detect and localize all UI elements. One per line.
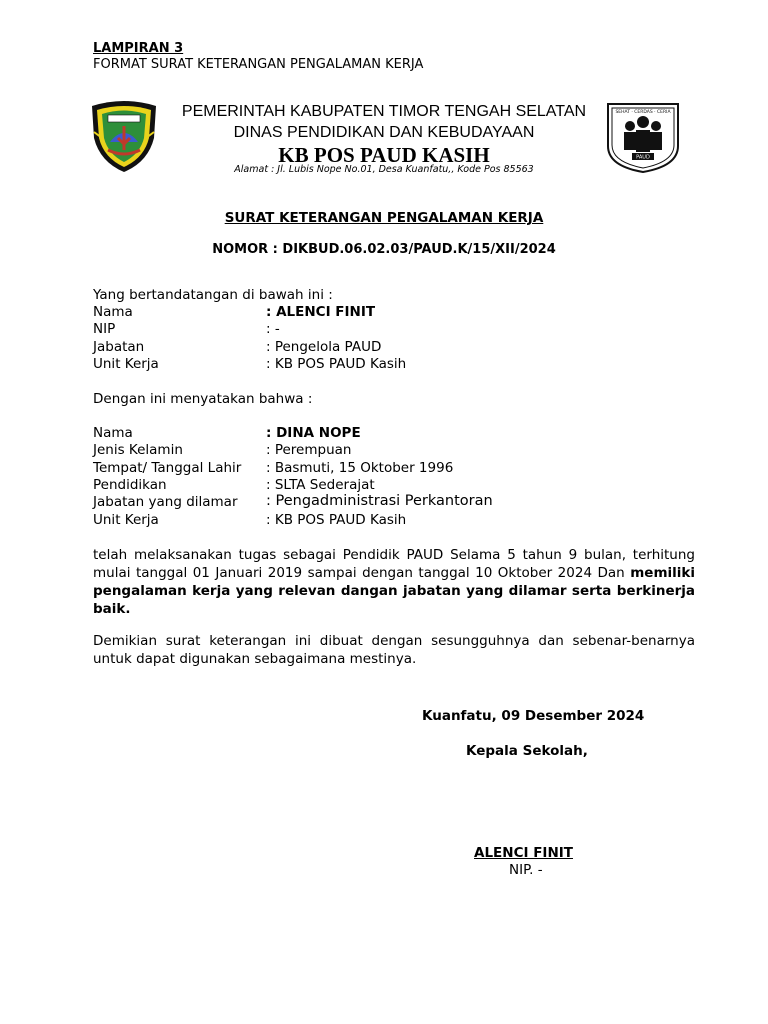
lampiran-title: LAMPIRAN 3 xyxy=(93,41,184,56)
letter-number: NOMOR : DIKBUD.06.02.03/PAUD.K/15/XII/2024 xyxy=(212,242,556,257)
signer-row xyxy=(0,321,768,338)
row-value: : KB POS PAUD Kasih xyxy=(266,356,407,372)
body-text: telah melaksanakan tugas sebagai Pendidik PAUD Selama 5 tahun 9 bulan, terhitung mulai tanggal 01 Januari 2019 sampai dengan tanggal 10 Oktober 2024 Dan xyxy=(93,547,695,581)
signer-row xyxy=(0,304,768,321)
body-emphasis: memiliki pengalaman kerja yang relevan dangan jabatan yang dilamar serta berkinerja baik. xyxy=(93,565,695,617)
signer-position: Kepala Sekolah, xyxy=(466,743,588,759)
svg-text:SEHAT · CERDAS · CERIA: SEHAT · CERDAS · CERIA xyxy=(615,110,671,115)
paud-badge-icon xyxy=(602,100,684,174)
row-label: Unit Kerja xyxy=(93,512,159,528)
subject-row xyxy=(0,460,768,477)
closing-paragraph: Demikian surat keterangan ini dibuat dengan sesungguhnya dan sebenar-benarnya untuk dapat digunakan sebagaimana mestinya. xyxy=(93,633,695,667)
row-value: : KB POS PAUD Kasih xyxy=(266,512,407,528)
subject-row xyxy=(0,512,768,529)
signer-details xyxy=(0,304,768,374)
svg-text:PAUD: PAUD xyxy=(636,154,650,161)
row-label: Jabatan xyxy=(93,339,145,355)
kop-address: Alamat : Jl. Lubis Nope No.01, Desa Kuanfatu,, Kode Pos 85563 xyxy=(234,164,534,175)
row-label: Nama xyxy=(93,425,133,441)
kop-department-line: DINAS PENDIDIKAN DAN KEBUDAYAAN xyxy=(233,124,535,141)
signer-row xyxy=(0,339,768,356)
subject-row xyxy=(0,442,768,459)
row-value: : Perempuan xyxy=(266,442,352,458)
body-paragraph xyxy=(93,546,695,618)
kop-government-line: PEMERINTAH KABUPATEN TIMOR TENGAH SELATAN xyxy=(181,103,587,120)
row-label: Jenis Kelamin xyxy=(93,442,183,458)
intro-text: Yang bertandatangan di bawah ini : xyxy=(93,287,333,303)
row-label: NIP xyxy=(93,321,116,337)
signer-name: ALENCI FINIT xyxy=(474,845,573,861)
row-label: Jabatan yang dilamar xyxy=(93,494,238,510)
row-value: : SLTA Sederajat xyxy=(266,477,375,493)
row-value: : Basmuti, 15 Oktober 1996 xyxy=(266,460,454,476)
row-value: : Pengelola PAUD xyxy=(266,339,382,355)
row-label: Tempat/ Tanggal Lahir xyxy=(93,460,242,476)
place-date: Kuanfatu, 09 Desember 2024 xyxy=(422,708,645,724)
row-value: : - xyxy=(266,321,280,337)
statement-text: Dengan ini menyatakan bahwa : xyxy=(93,391,313,407)
letter-title: SURAT KETERANGAN PENGALAMAN KERJA xyxy=(224,210,544,226)
subject-row xyxy=(0,425,768,442)
subject-details xyxy=(0,425,768,531)
subject-row xyxy=(0,477,768,494)
subject-row xyxy=(0,494,768,511)
row-label: Unit Kerja xyxy=(93,356,159,372)
row-value: : Pengadministrasi Perkantoran xyxy=(266,493,493,509)
row-value: : DINA NOPE xyxy=(266,425,361,441)
lampiran-subtitle: FORMAT SURAT KETERANGAN PENGALAMAN KERJA xyxy=(93,57,424,72)
signer-row xyxy=(0,356,768,373)
row-label: Nama xyxy=(93,304,133,320)
row-value: : ALENCI FINIT xyxy=(266,304,376,320)
signer-nip: NIP. - xyxy=(509,862,543,878)
row-label: Pendidikan xyxy=(93,477,167,493)
kop-school-name: KB POS PAUD KASIH xyxy=(278,143,490,167)
